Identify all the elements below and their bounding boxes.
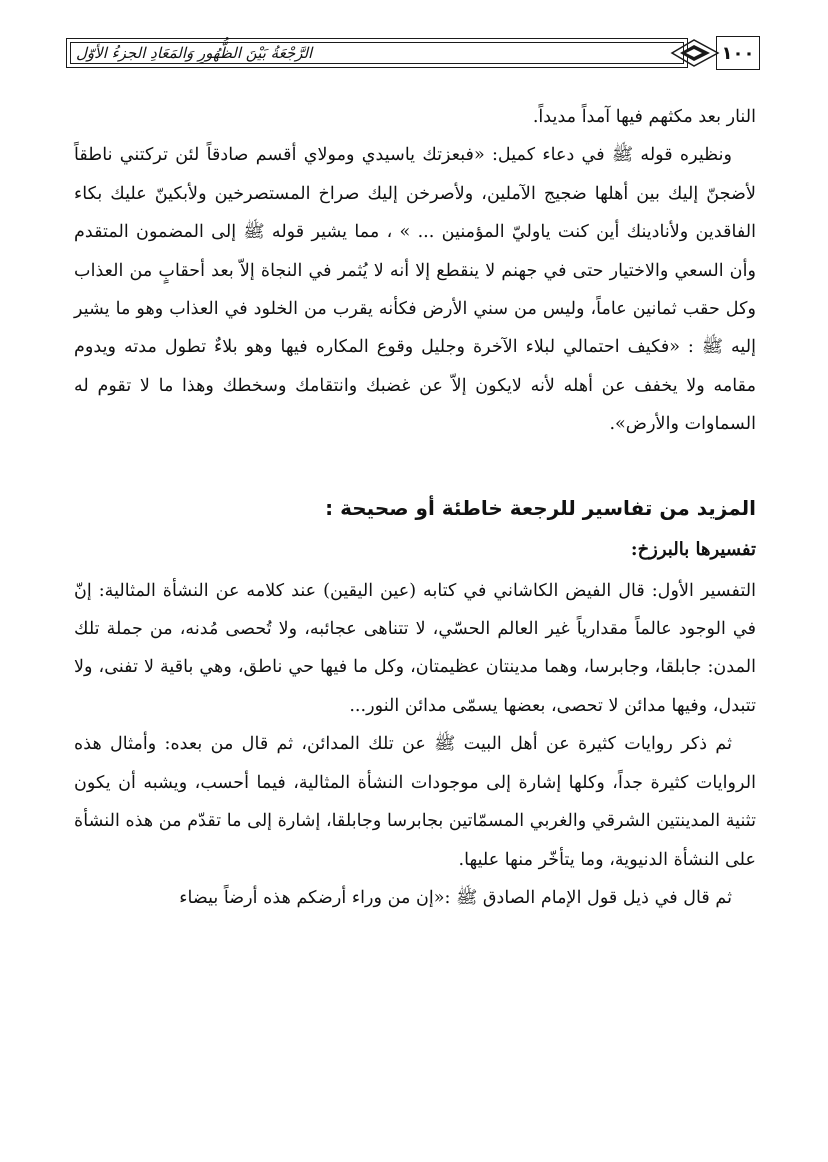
section-heading: المزيد من تفاسير للرجعة خاطئة أو صحيحة : — [325, 495, 756, 520]
paragraph-kumayl: ونظيره قوله ﷺ في دعاء كميل: «فبعزتك ياسيدي ومولاي أقسم صادقاً لئن تركتني ناطقاً لأضجنّ إليك بين أهلها ضجيج الآملين، ولأصرخن إليك صراخ المستصرخين ولأبكينّ عليك بكاء الفاقدين ولأنادينك أين كنت ياوليّ المؤمنين ... » ، مما يشير قوله ﷺ إلى المضمون المتقدم وأن السعي والاختيار حتى في جهنم لا ينقطع إلا أنه لا يُثمر في النجاة إلاّ بعد أحقابٍ من العذاب وكل حقب ثمانين عاماً، وليس من سني الأرض فكأنه يقرب من الخلود في العذاب وهو ما يشير إليه ﷺ : «فكيف احتمالي لبلاء الآخرة وجليل وقوع المكاره فيها وهو بلاءٌ تطول مدته ويدوم مقامه ولا يخفف عن أهله لأنه لايكون إلاّ عن غضبك وانتقامك وسخطك وهذا ما لا تقوم له السماوات والأرض». — [74, 145, 756, 435]
running-header — [66, 34, 760, 72]
paragraph-first-interpretation: التفسير الأول: قال الفيض الكاشاني في كتابه (عين اليقين) عند كلامه عن النشأة المثالية: إنّ في الوجود عالماً مقدارياً غير العالم الحسّي، لا تتناهى عجائبه، ولا تُحصى مُدنه، من جملة تلك المدن: جابلقا، وجابرسا، وهما مدينتان عظيمتان، وكل ما فيها حي ناطق، وهي باقية لا تفنى، ولا تتبدل، وفيها مدائن لا تحصى، بعضها يسمّى مدائن النور... — [74, 580, 756, 716]
running-title: الرَّجْعَةُ بَيْنَ الظُّهُورِ وَالمَعَادِ الجزءُ الأوّل — [76, 44, 313, 62]
section-spacer — [74, 444, 756, 488]
main-text — [74, 98, 756, 917]
paragraph-imam-sadiq: ثم قال في ذيل قول الإمام الصادق ﷺ :«إن من وراء أرضكم هذه أرضاً بيضاء — [179, 887, 732, 908]
paragraph-narrations: ثم ذكر روايات كثيرة عن أهل البيت ﷺ عن تلك المدائن، ثم قال من بعده: وأمثال هذه الروايات كثيرة جداً، وكلها إشارة إلى موجودات النشأة المثالية، فيما أحسب، ويشبه أن يكون تثنية المدينتين الشرقي والغربي المسمّاتين بجابرسا وجابلقا، إشارة إلى ما تقدّم من هذه النشأة على النشأة الدنيوية، وما يتأخّر منها عليها. — [74, 734, 756, 870]
header-ornament-icon — [670, 34, 720, 72]
page-number: ١٠٠ — [716, 36, 760, 70]
subheading-barzakh: تفسيرها بالبرزخ: — [630, 538, 756, 560]
paragraph-continuation: النار بعد مكثهم فيها آمداً مديداً. — [532, 107, 756, 127]
